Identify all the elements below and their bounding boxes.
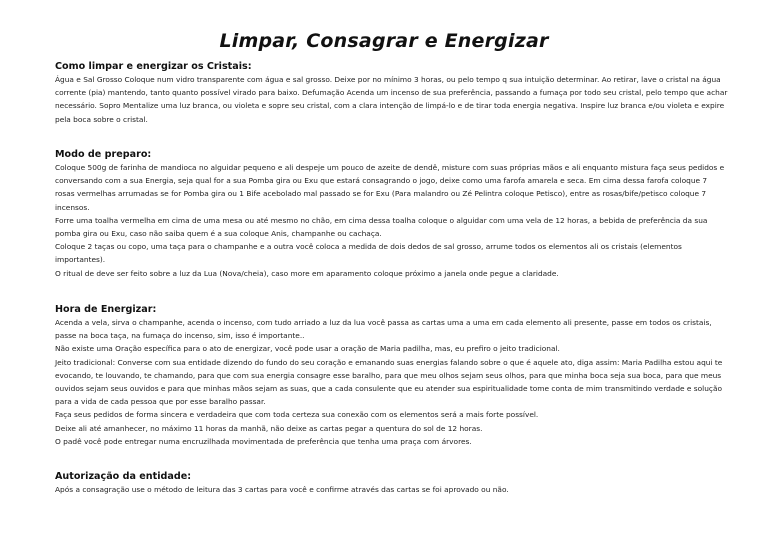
paragraph: O padê você pode entregar numa encruzilhada movimentada de preferência que tenha uma praça com árvores. — [55, 436, 472, 446]
paragraph: Após a consagração use o método de leitura das 3 cartas para você e confirme através das cartas se foi aprovado ou não. — [55, 485, 509, 494]
paragraph: Deixe ali até amanhecer, no máximo 11 horas da manhã, não deixe as cartas pegar a quentura do sol de 12 horas. — [55, 423, 483, 433]
paragraph: Coloque 500g de farinha de mandioca no alguidar pequeno e ali despeje um pouco de azeite de dendê, misture com suas próprias mãos e ali enquanto mistura faça seus pedidos e conversando com a sua Energia, seja qual for a sua Pomba gira ou Exu que estará consagrando o jogo, deixe como uma farofa amarela e seca. Em cima dessa farofa coloque 7 rosas vermelhas arrumadas se for Pomba gira ou 1 Bife acebolado mal passado se for Exu (Para malandro ou Zé Pelintra coloque Petisco), entre as rosas/bife/petisco coloque 7 incensos. — [55, 163, 725, 212]
section-modo-preparo — [55, 148, 728, 280]
section-autorizacao — [55, 470, 728, 496]
paragraph: O ritual de deve ser feito sobre a luz da Lua (Nova/cheia), caso more em aparamento coloque próximo a janela onde pegue a claridade. — [55, 268, 559, 278]
section-hora-energizar — [55, 303, 728, 448]
paragraph: Acenda a vela, sirva o champanhe, acenda o incenso, com tudo arriado a luz da lua você passa as cartas uma a uma em cada elemento ali presente, passe em todos os cristais, passe na boca taça, na fumaça do incenso, sim, isso é importante.. — [55, 318, 712, 341]
paragraph: Água e Sal Grosso Coloque num vidro transparente com água e sal grosso. Deixe por no mínimo 3 horas, ou pelo tempo q sua intuição determinar. Ao retirar, lave o cristal na água corrente (pia) mantendo, tanto quanto possível virado para baixo. Defumação Acenda um incenso de sua preferência, passando a fumaça por todo seu cristal, pelo tempo que achar necessário. Sopro Mentalize uma luz branca, ou violeta e sopre seu cristal, com a clara intenção de limpá-lo e de tirar toda energia negativa. Inspire luz branca e/ou violeta e expire pela boca sobre o cristal. — [55, 75, 728, 124]
page-title: Limpar, Consagrar e Energizar — [219, 30, 549, 52]
section-heading: Modo de preparo: — [55, 149, 152, 160]
section-heading: Autorização da entidade: — [55, 471, 192, 482]
section-heading: Como limpar e energizar os Cristais: — [55, 61, 252, 72]
paragraph: Faça seus pedidos de forma sincera e verdadeira que com toda certeza sua conexão com os elementos será a mais forte possível. — [55, 410, 539, 420]
paragraph: Coloque 2 taças ou copo, uma taça para o champanhe e a outra você coloca a medida de dois dedos de sal grosso, arrume todos os elementos ali os cristais (elementos importantes). — [55, 242, 682, 265]
paragraph: Forre uma toalha vermelha em cima de uma mesa ou até mesmo no chão, em cima dessa toalha coloque o alguidar com uma vela de 12 horas, a bebida de preferência da sua pomba gira ou Exu, caso não saiba quem é a sua coloque Anis, champanhe ou cachaça. — [55, 215, 708, 239]
section-heading: Hora de Energizar: — [55, 304, 157, 315]
paragraph: Jeito tradicional: Converse com sua entidade dizendo do fundo do seu coração e emanando suas energias falando sobre o que é aquele ato, diga assim: Maria Padilha estou aqui te evocando, te louvando, te chamando, para que com sua energia consagre esse baralho, para que meu olhos sejam seus olhos, para que minha boca seja sua boca, para que meus ouvidos sejam seus ouvidos e para que minhas mãos sejam as suas, que a cada consulente que eu atender sua espiritualidade tome conta de mim transmitindo verdade e solução para a vida de cada pessoa que por esse baralho passar. — [55, 357, 723, 407]
section-cristais — [55, 60, 728, 126]
paragraph: Não existe uma Oração específica para o ato de energizar, você pode usar a oração de Maria padilha, mas, eu prefiro o jeito tradicional. — [55, 344, 560, 354]
